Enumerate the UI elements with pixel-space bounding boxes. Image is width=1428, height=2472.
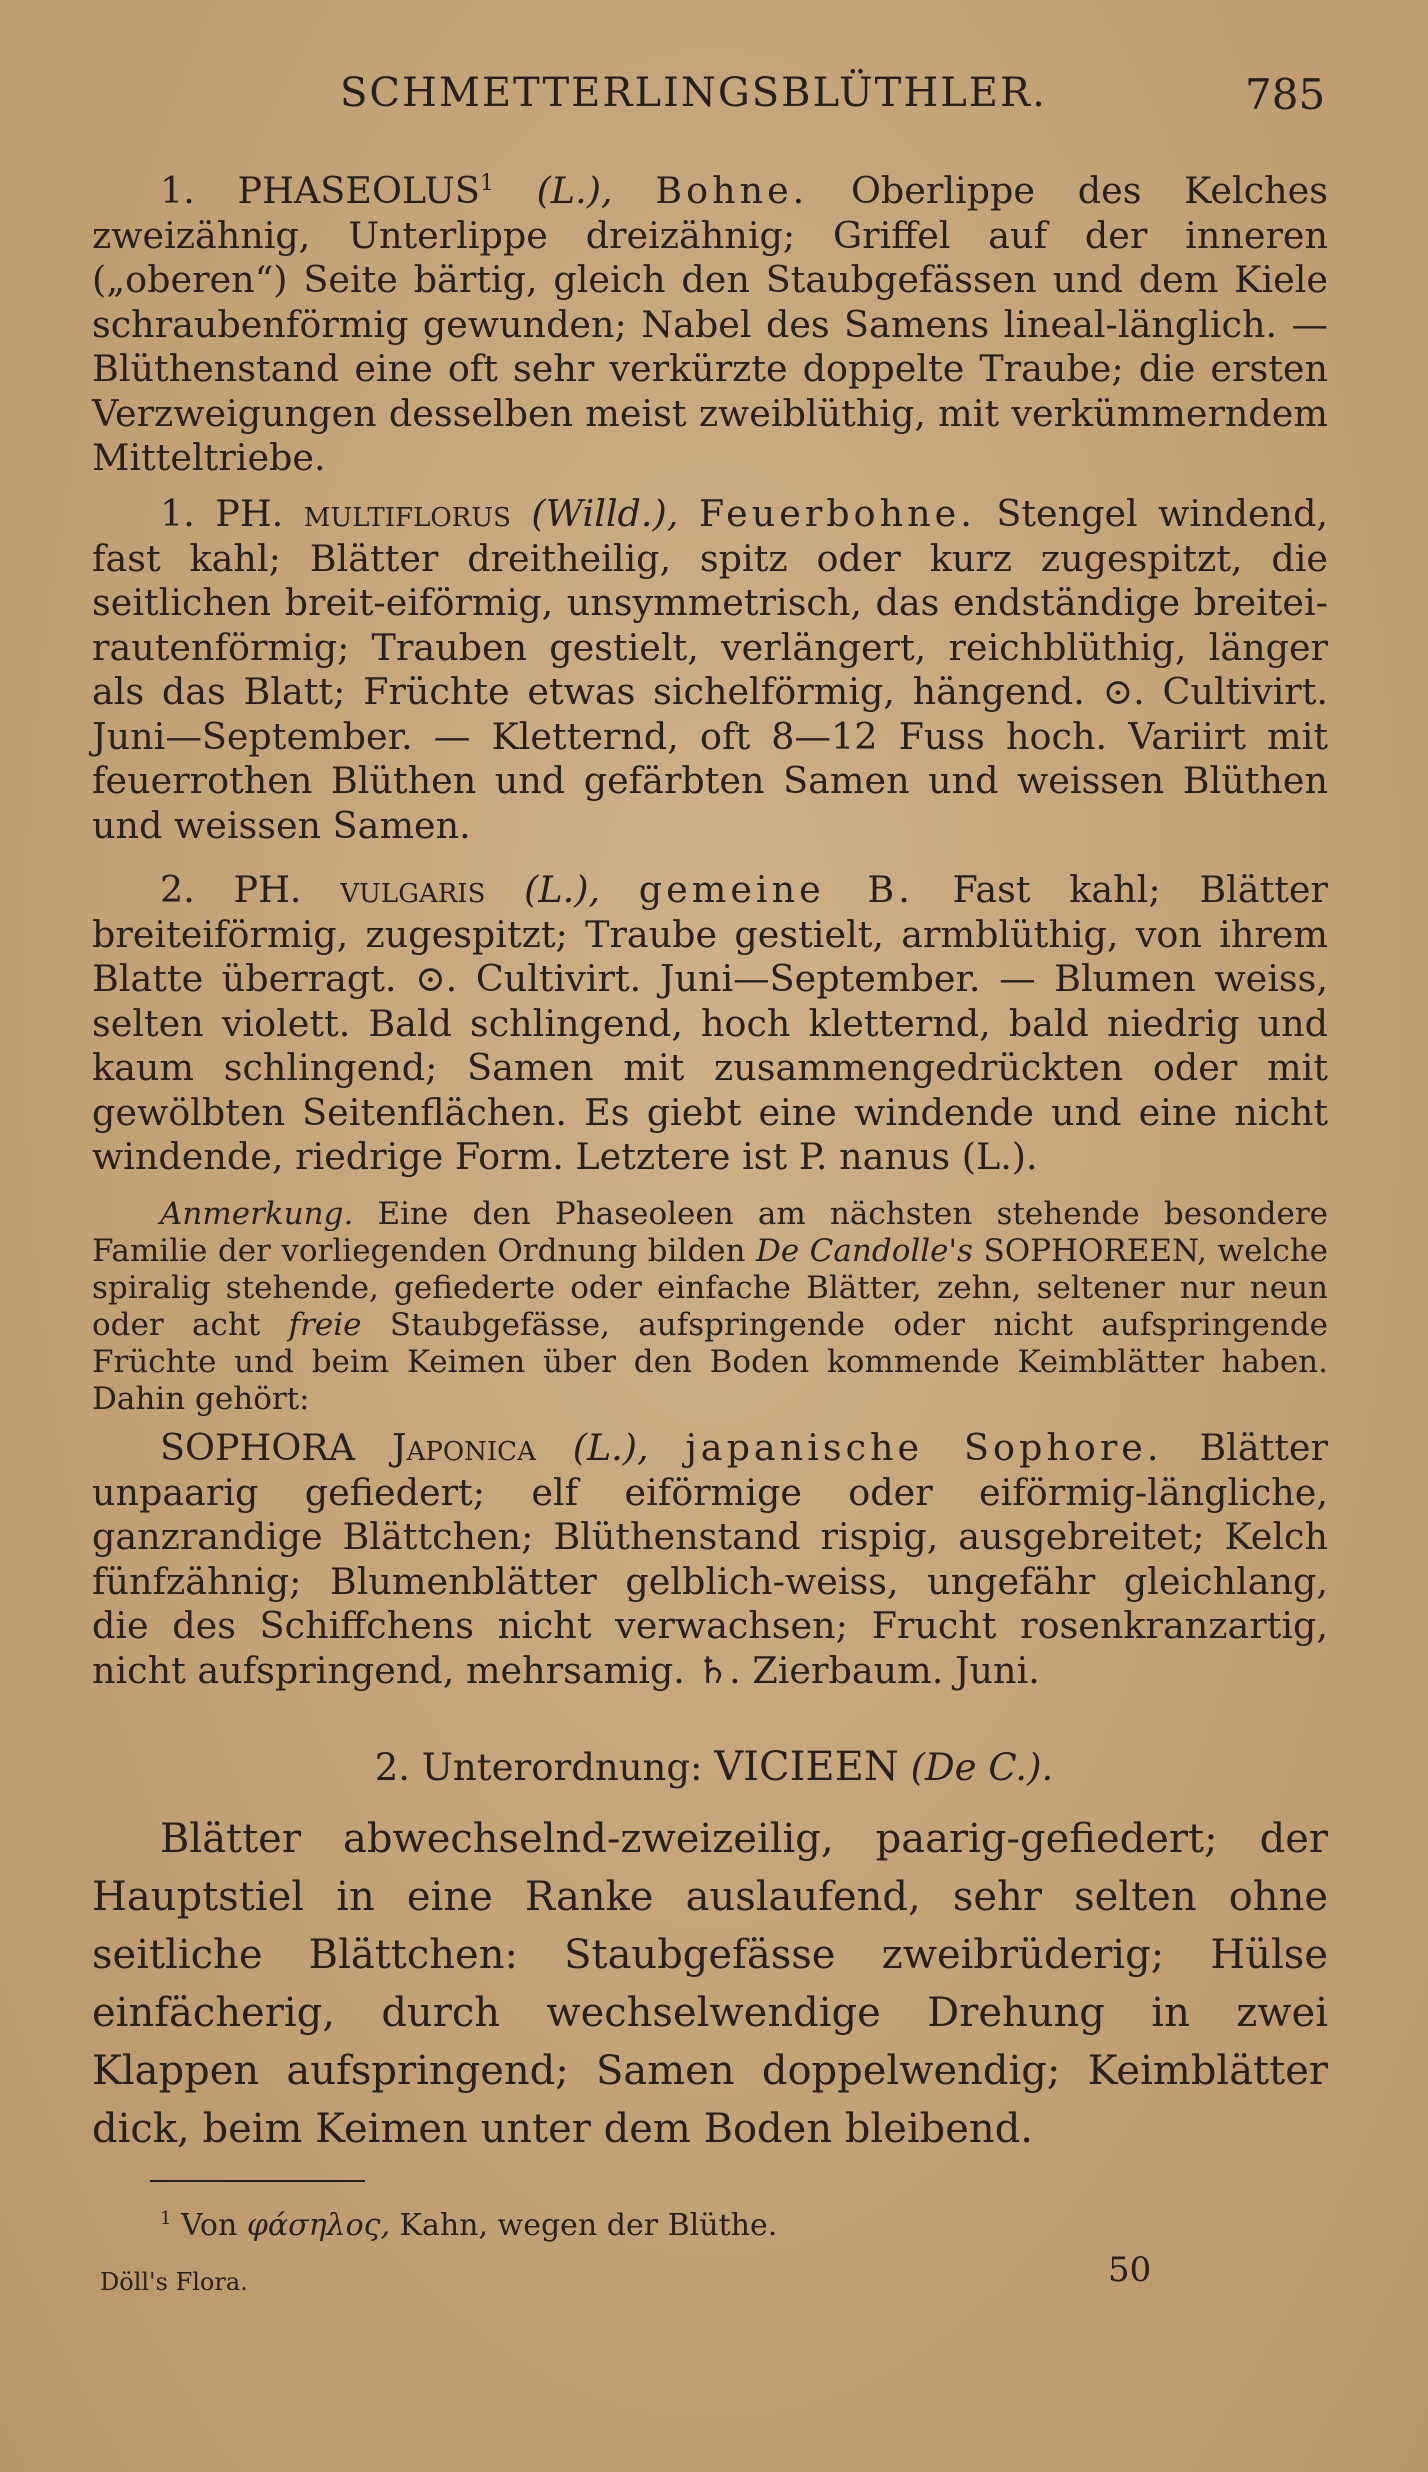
sophora-entry (92, 1426, 1328, 1693)
note-freie: freie (288, 1307, 362, 1343)
species-multiflorus-entry (92, 492, 1328, 848)
genus-number: 1. (160, 169, 195, 213)
species-authority: (L.), (524, 868, 601, 911)
sophora-epithet: Japonica (391, 1426, 536, 1469)
note-label: Anmerkung. (160, 1196, 354, 1232)
suborder-authority: (De C.). (910, 1746, 1054, 1789)
species-description: Fast kahl; Blätter breiteiförmig, zugespitzt; Traube gestielt, armblüthig, von ihrem Blatte überragt. ⊙. Cultivirt. Juni—September. — Blumen weiss, selten violett. Bald schlingend, hoch kletternd, bald niedrig und kaum schlingend; Samen mit zusammengedrückten oder mit gewölbten Seitenflächen. Es giebt eine windende und eine nicht windende, riedrige Form. Letztere ist P. nanus (L.). (92, 868, 1328, 1178)
genus-phaseolus-entry (92, 162, 1328, 481)
footnote-rule (150, 2180, 365, 2182)
genus-authority: (L.), (536, 169, 613, 213)
suborder-name: VICIEEN (714, 1744, 899, 1790)
suborder-heading (0, 1744, 1428, 1790)
sophora-common-name: japanische Sophore. (685, 1426, 1163, 1469)
footnote-text-b: Kahn, wegen der Blüthe. (399, 2208, 778, 2243)
note-author: De Candolle's (755, 1233, 973, 1269)
note-text-c: Staubgefässe, aufspringende oder nicht aufspringende Früchte und beim Keimen über den Boden kommende Keimblätter haben. Dahin gehört: (92, 1307, 1329, 1417)
sophora-authority: (L.), (572, 1426, 649, 1469)
suborder-description (92, 1810, 1328, 2158)
genus-common-name: Bohne. (655, 169, 809, 213)
note-text-a: Eine den Phaseoleen am nächsten stehende besondere Familie der vorliegenden Ordnung bilden (92, 1196, 1328, 1269)
footnote-text-a: Von (181, 2208, 238, 2243)
species-common-name: Feuerbohne. (698, 492, 976, 535)
footnote-number: 1 (160, 2208, 172, 2229)
footnote-greek: φάσηλος, (246, 2208, 390, 2243)
footer-book-title: Döll's Flora. (100, 2268, 248, 2296)
species-vulgaris-entry (92, 868, 1328, 1180)
suborder-label: 2. Unterordnung: (374, 1746, 703, 1789)
footnote (160, 2208, 777, 2243)
page-number: 785 (1245, 70, 1326, 119)
species-genus: PH. (215, 492, 284, 535)
species-epithet: vulgaris (340, 868, 486, 911)
genus-description: Oberlippe des Kelches zweizähnig, Unterlippe dreizähnig; Griffel auf der inneren („oberen“) Seite bärtig, gleich den Staubgefässen und dem Kiele schraubenförmig gewunden; Nabel des Samens lineal-länglich. — Blüthenstand eine oft sehr verkürzte doppelte Traube; die ersten Verzweigungen desselben meist zweiblüthig, mit verkümmerndem Mitteltriebe. (92, 169, 1328, 480)
suborder-text: Blätter abwechselnd-zweizeilig, paarig-gefiedert; der Hauptstiel in eine Ranke auslaufend, sehr selten ohne seitliche Blättchen: Staubgefässe zweibrüderig; Hülse einfächerig, durch wechselwendige Drehung in zwei Klappen aufspringend; Samen doppelwendig; Keimblätter dick, beim Keimen unter dem Boden bleibend. (92, 1816, 1328, 2152)
page-header (0, 70, 1428, 130)
species-common-name: gemeine B. (638, 868, 914, 911)
note-text-b: welche spiralig stehende, gefiederte oder einfache Blätter, zehn, seltener nur neun oder acht (92, 1233, 1328, 1343)
species-description: Stengel windend, fast kahl; Blätter dreitheilig, spitz oder kurz zugespitzt, die seitlichen breit-eiförmig, unsymmetrisch, das endständige breitei-rautenförmig; Trauben gestielt, verlängert, reichblüthig, länger als das Blatt; Früchte etwas sichelförmig, hängend. ⊙. Cultivirt. Juni—September. — Kletternd, oft 8—12 Fuss hoch. Variirt mit feuerrothen Blüthen und gefärbten Samen und weissen Blüthen und weissen Samen. (92, 492, 1329, 847)
species-genus: PH. (233, 868, 302, 911)
species-epithet: multiflorus (303, 492, 511, 535)
annotation-note (92, 1196, 1328, 1418)
species-number: 2. (160, 868, 195, 911)
sophora-description: Blätter unpaarig gefiedert; elf eiförmige oder eiförmig-längliche, ganzrandige Blättchen; Blüthenstand rispig, ausgebreitet; Kelch fünfzähnig; Blumenblätter gelblich-weiss, ungefähr gleichlang, die des Schiffchens nicht verwachsen; Frucht rosenkranzartig, nicht aufspringend, mehrsamig. ♄. Zierbaum. Juni. (92, 1426, 1328, 1692)
species-authority: (Willd.), (531, 492, 679, 535)
sophora-genus: SOPHORA (160, 1426, 356, 1469)
genus-name: PHASEOLUS (237, 169, 480, 213)
species-number: 1. (160, 492, 195, 535)
footnote-mark: 1 (479, 171, 494, 196)
running-title: SCHMETTERLINGSBLÜTHLER. (340, 70, 1047, 116)
note-family: SOPHOREEN, (983, 1233, 1208, 1269)
footer-signature: 50 (1108, 2250, 1152, 2290)
